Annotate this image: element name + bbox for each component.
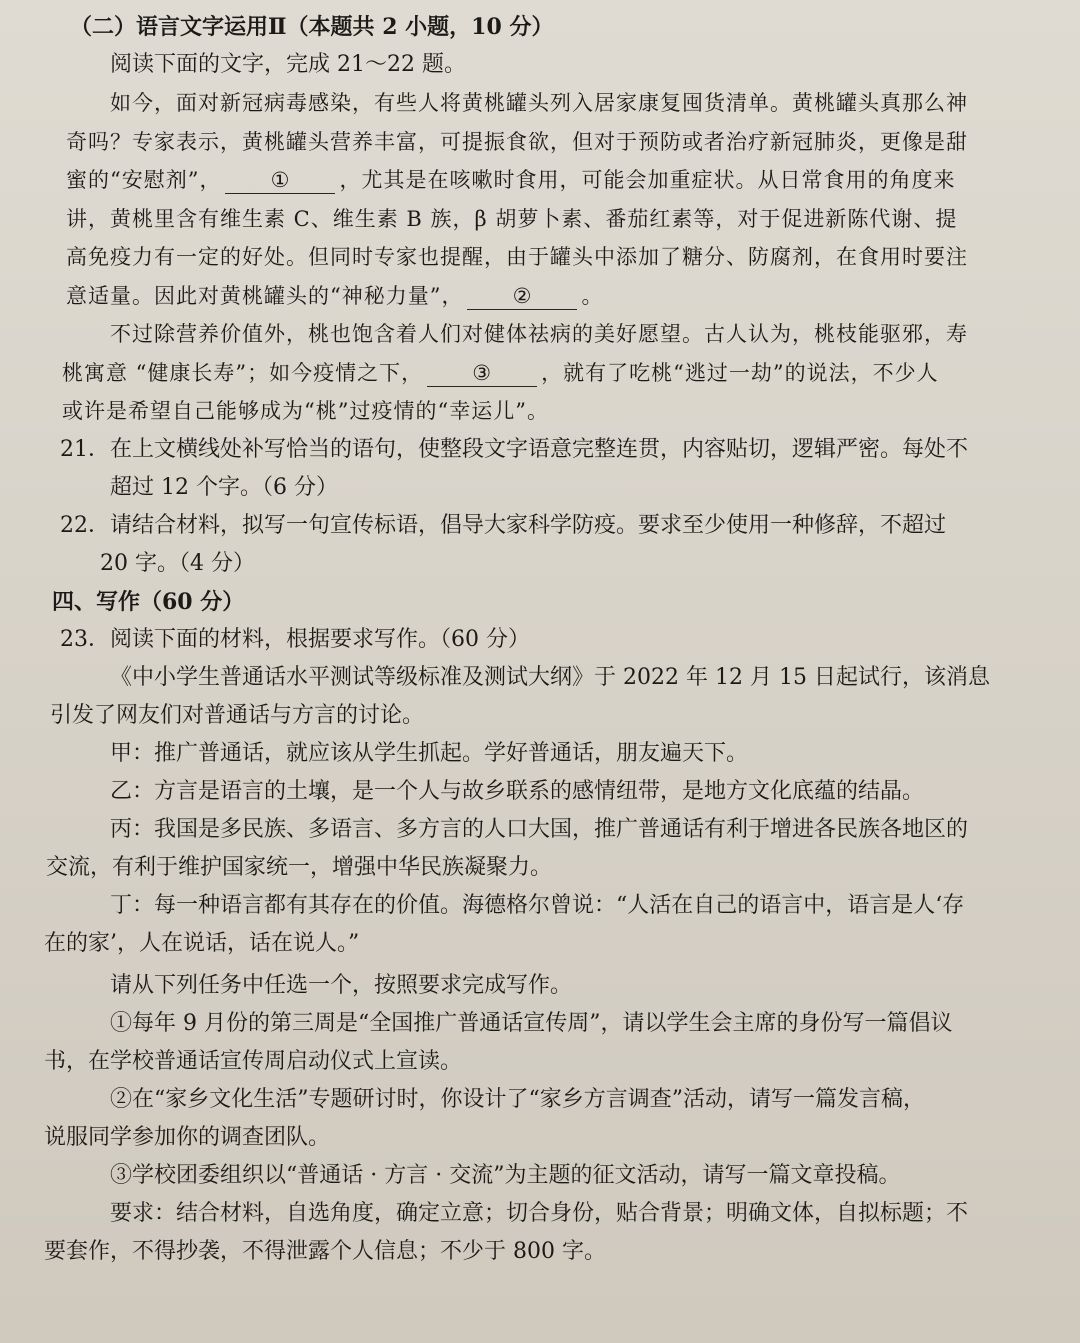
- passage-text: 意适量。因此对黄桃罐头的“神秘力量”，: [66, 283, 464, 308]
- question-23: [44, 621, 1050, 1271]
- passage-text: ，尤其是在咳嗽时食用，可能会加重症状。从日常食用的角度来: [339, 168, 956, 192]
- material-line: 《中小学生普通话水平测试等级标准及测试大纲》于 2022 年 12 月 15 日起试行，该消息: [110, 664, 990, 690]
- passage-line: [44, 354, 1050, 393]
- passage-line: 高免疫力有一定的好处。但同时专家也提醒，由于罐头中添加了糖分、防腐剂，在食用时要注: [66, 245, 968, 269]
- task-1-cont: 书，在学校普通话宣传周启动仪式上宣读。: [44, 1048, 463, 1074]
- task-2-cont: 说服同学参加你的调查团队。: [44, 1124, 331, 1150]
- answer-blank-1: ①: [225, 167, 335, 194]
- passage-line: 讲，黄桃里含有维生素 C、维生素 B 族，β 胡萝卜素、番茄红素等，对于促进新陈代谢、提: [66, 206, 958, 231]
- section-title: （二）语言文字运用Ⅱ（本题共 2 小题，10 分）: [70, 14, 554, 40]
- task-2: ②在“家乡文化生活”专题研讨时，你设计了“家乡方言调查”活动，请写一篇发言稿，: [110, 1086, 925, 1112]
- task-1: ①每年 9 月份的第三周是“全国推广普通话宣传周”，请以学生会主席的身份写一篇倡议: [110, 1010, 953, 1036]
- section-intro: 阅读下面的文字，完成 21～22 题。: [110, 52, 466, 77]
- question-text: 22．请结合材料，拟写一句宣传标语，倡导大家科学防疫。要求至少使用一种修辞，不超过: [60, 512, 946, 538]
- passage-text: ，就有了吃桃“逃过一劫”的说法，不少人: [541, 360, 939, 385]
- reading-passage: [44, 84, 1050, 431]
- question-22: [44, 507, 1050, 583]
- passage-line: [44, 161, 1050, 200]
- answer-blank-3: ③: [427, 360, 537, 387]
- writing-requirements-cont: 要套作，不得抄袭，不得泄露个人信息；不少于 800 字。: [44, 1238, 606, 1264]
- writing-requirements: 要求：结合材料，自选角度，确定立意；切合身份，贴合背景；明确文体，自拟标题；不: [110, 1200, 969, 1226]
- task-3: ③学校团委组织以“普通话 · 方言 · 交流”为主题的征文活动，请写一篇文章投稿。: [110, 1162, 901, 1188]
- opinion-bing-cont: 交流，有利于维护国家统一，增强中华民族凝聚力。: [46, 854, 553, 880]
- task-instruction: 请从下列任务中任选一个，按照要求完成写作。: [110, 972, 573, 998]
- answer-blank-2: ②: [467, 283, 577, 310]
- passage-line: 不过除营养价值外，桃也饱含着人们对健体祛病的美好愿望。古人认为，桃枝能驱邪，寿: [110, 322, 968, 346]
- opinion-ding: 丁：每一种语言都有其存在的价值。海德格尔曾说：“人活在自己的语言中，语言是人‘存: [110, 892, 965, 918]
- question-text: 20 字。（4 分）: [100, 550, 255, 576]
- passage-text: 蜜的“安慰剂”，: [66, 168, 222, 192]
- passage-text: 桃寓意 “健康长寿”；如今疫情之下，: [62, 360, 424, 385]
- opinion-yi: 乙：方言是语言的土壤，是一个人与故乡联系的感情纽带，是地方文化底蕴的结晶。: [110, 778, 925, 804]
- question-text: 21．在上文横线处补写恰当的语句，使整段文字语意完整连贯，内容贴切，逻辑严密。每处不: [60, 436, 968, 462]
- passage-line: [44, 277, 1050, 316]
- passage-line: 如今，面对新冠病毒感染，有些人将黄桃罐头列入居家康复囤货清单。黄桃罐头真那么神: [110, 91, 968, 115]
- opinion-bing: 丙：我国是多民族、多语言、多方言的人口大国，推广普通话有利于增进各民族各地区的: [110, 816, 969, 842]
- passage-line: 奇吗？专家表示，黄桃罐头营养丰富，可提振食欲，但对于预防或者治疗新冠肺炎，更像是甜: [66, 129, 968, 154]
- question-21: [44, 431, 1050, 507]
- part-four-title: 四、写作（60 分）: [52, 588, 245, 615]
- opinion-jia: 甲：推广普通话，就应该从学生抓起。学好普通话，朋友遍天下。: [110, 740, 749, 766]
- material-line: 引发了网友们对普通话与方言的讨论。: [50, 702, 425, 728]
- opinion-ding-cont: 在的家’，人在说话，话在说人。”: [44, 930, 360, 956]
- passage-text: 。: [581, 283, 604, 308]
- passage-line: 或许是希望自己能够成为“桃”过疫情的“幸运儿”。: [62, 399, 549, 423]
- question-text: 超过 12 个字。（6 分）: [110, 474, 338, 500]
- question-text: 23．阅读下面的材料，根据要求写作。（60 分）: [60, 626, 530, 652]
